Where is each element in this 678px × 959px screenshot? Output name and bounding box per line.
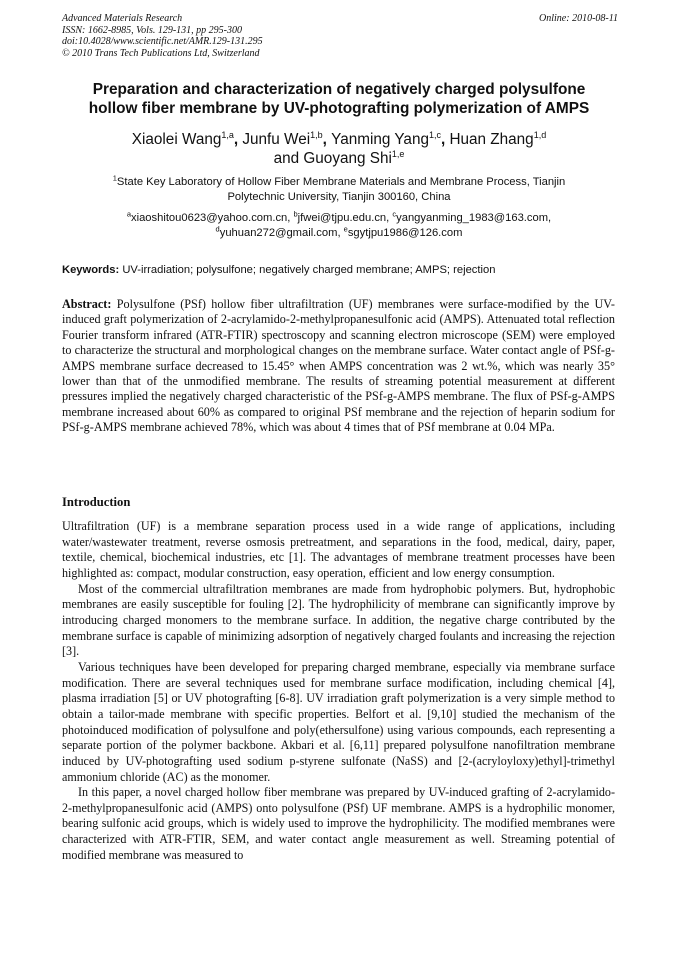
author-name: Huan Zhang [449,131,534,148]
online-date: Online: 2010-08-11 [539,13,618,24]
author-separator: , [322,131,332,148]
affiliation [80,175,598,205]
title-line-1: Preparation and characterization of negatively charged polysulfone [92,81,586,98]
email-line-2: $^d$yuhuan272@gmail.com, $^e$sgytjpu1986@126.com [215,224,463,239]
email-sup: c [392,209,397,219]
journal-name: Advanced Materials Research [62,13,183,24]
email-address: yuhuan272@gmail.com [219,227,338,239]
affiliation-sup: 1 [112,173,117,183]
author-sup: 1,b [310,129,323,140]
author-sup: 1,c [428,129,441,140]
author-name: Yanming Yang [331,131,429,148]
affiliation-text-2: Polytechnic University, Tianjin 300160, China [227,191,451,203]
author-name: Junfu Wei [242,131,311,148]
author-line-1 [50,130,628,149]
intro-paragraph: Most of the commercial ultrafiltration membranes are made from hydrophobic polymers. But, hydrophobic membranes are easily susceptible for fouling [2]. The hydrophilicity of membrane can significantly improve by introducing charged monomers to the membrane surface. In addition, the negative charge contributed by the membrane surface is capable of minimizing adsorption of negatively charged foulants and increasing the rejection [3]. [62,581,615,659]
email-address: sgytjpu1986@126.com [347,227,463,239]
email-address: yangyanming_1983@163.com [396,212,549,224]
author-separator: , [440,131,450,148]
email-line-1: $^a$xiaoshitou0623@yahoo.com.cn, $^b$jfwei@tjpu.edu.cn, $^c$yangyanming_1983@163.com, [126,209,552,224]
title-line-2: hollow fiber membrane by UV-photografting polymerization of AMPS [88,100,590,117]
introduction-heading: Introduction [62,495,131,509]
keywords-label: Keywords: [62,264,120,276]
author-sup: 1,d [533,129,547,140]
intro-paragraph: Ultrafiltration (UF) is a membrane separation process used in a wide range of applications, including water/wastewater treatment, reverse osmosis pretreatment, and separations in the food, medical, dairy, paper, textile, chemical, biochemical industries, etc [1]. The advantages of membrane treatment processes have been highlighted as: compact, modular construction, easy operation, efficient and low energy consumption. [62,519,615,580]
keywords-text: UV-irradiation; polysulfone; negatively charged membrane; AMPS; rejection [122,264,496,276]
abstract-text: Polysulfone (PSf) hollow fiber ultrafiltration (UF) membranes were surface-modified by the UV-induced graft polymerization of 2-acrylamido-2-methylpropanesulfonic acid (AMPS). Attenuated total reflection Fourier transform infrared (ATR-FTIR) spectroscopy and scanning electron microscope (SEM) were employed to characterize the structural and morphological changes on the membrane surface. Water contact angle of PSf-g-AMPS membrane surface decreased to 15.45° when AMPS concentration was 2 wt.%, which was nearly 35° lower than that of the unmodified membrane. The results of streaming potential measurement at different pressures implied the negatively charged characteristic of the PSf-g-AMPS membrane. The flux of PSf-g-AMPS membrane increased about 60% as compared to original PSf membrane and the rejection of heparin sodium for PSf-g-AMPS membrane achieved 78%, which was about 4 times that of PSf membrane at 0.04 MPa. [62,297,615,435]
intro-paragraph: In this paper, a novel charged hollow fiber membrane was prepared by UV-induced grafting of 2-acrylamido-2-methylpropanesulfonic acid (AMPS) onto polysulfone (PSf) UF membrane. AMPS is a hydrophilic monomer, bearing sulfonic acid groups, which is widely used to improve the hydrophilicity. The modified membranes were characterized with ATR-FTIR, SEM, and water contact angle measurement as well. Streaming potential of modified membrane was measured to [62,785,615,862]
author-sup: 1,a [221,129,234,140]
email-sup: a [126,209,131,219]
author-name: Xiaolei Wang [131,131,222,148]
introduction-body [62,519,615,863]
paper-title [50,80,628,118]
intro-paragraph: Various techniques have been developed for preparing charged membrane, especially via membrane surface modification. There are several techniques used for membrane surface modification, including chemical [4], plasma irradiation [5] or UV photografting [6-8]. UV irradiation graft polymerization is a very simple method to obtain a tailor-made membrane with specific properties. Belfort et al. [9,10] studied the mechanism of the photoinduced modification of polysulfone and poly(ethersulfone) using various compounds, each representing a separate portion of the polymer backbone. Akbari et al. [6,11] prepared polysulfone nanofiltration membrane induced by UV-photografting used sodium p-styrene sulfonate (NaSS) and [2-(acryloyloxy)ethyl]-trimethyl ammonium chloride (AC) as the monomer. [62,659,615,784]
email-sup: b [293,209,298,219]
author-line-2 [50,149,628,168]
author-list [50,130,628,168]
email-sup: d [215,224,220,234]
journal-header [62,13,618,59]
affiliation-line-1 [80,175,598,190]
email-list [80,211,598,241]
email-address: jfwei@tjpu.edu.cn [297,212,387,224]
copyright-line: © 2010 Trans Tech Publications Ltd, Switzerland [62,47,260,59]
author-name: Guoyang Shi [303,150,392,167]
author-sup: 1,e [391,148,405,159]
email-sup: e [343,224,348,234]
abstract [62,297,615,436]
author-and: and [273,150,304,167]
abstract-label: Abstract: [62,297,112,311]
doi-line: doi:10.4028/www.scientific.net/AMR.129-131.295 [62,36,263,47]
email-address: xiaoshitou0623@yahoo.com.cn [131,212,288,224]
affiliation-text-1: State Key Laboratory of Hollow Fiber Membrane Materials and Membrane Process, Tianjin [116,176,566,188]
author-separator: , [233,131,243,148]
keywords [62,263,622,277]
issn-line: ISSN: 1662-8985, Vols. 129-131, pp 295-300 [62,24,242,36]
